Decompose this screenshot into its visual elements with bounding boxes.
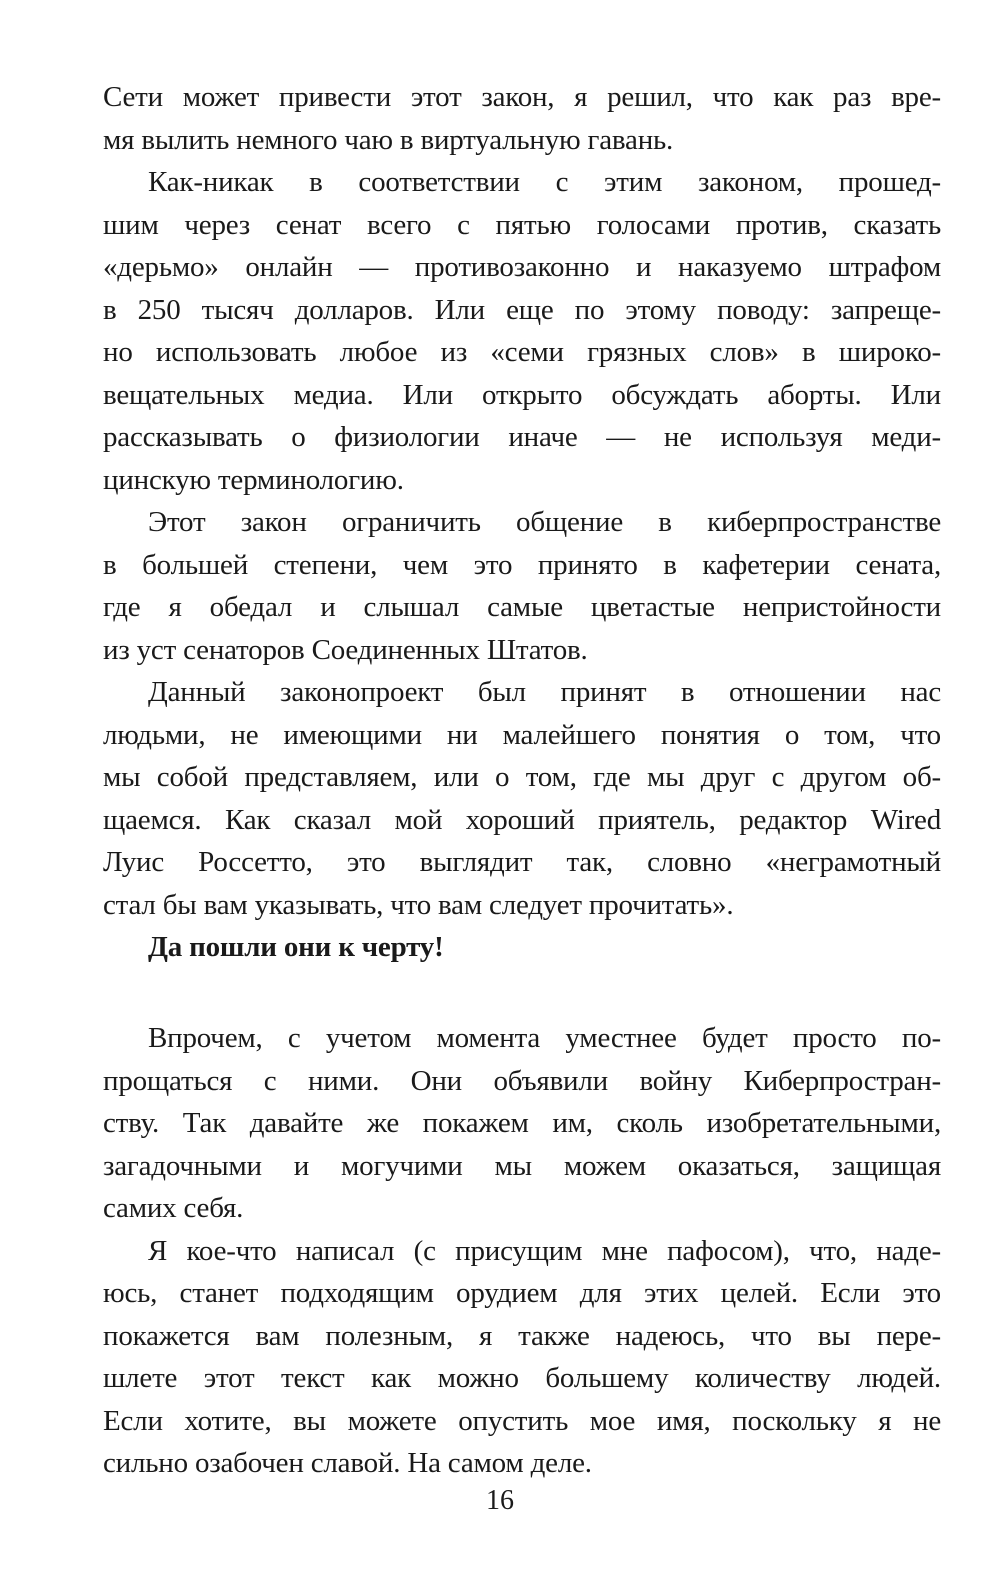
text-line: людьми, не имеющими ни малейшего понятия о том, что xyxy=(103,719,941,751)
text-line: стал бы вам указывать, что вам следует прочитать». xyxy=(103,889,734,921)
text-line: ству. Так давайте же покажем им, сколь изобретательными, xyxy=(103,1107,941,1139)
text-line: рассказывать о физиологии иначе — не используя меди- xyxy=(103,421,941,453)
text-line: самих себя. xyxy=(103,1192,244,1224)
text-line: загадочными и могучими мы можем оказаться, защищая xyxy=(103,1150,941,1182)
paragraph-first-line: Я кое-что написал (с присущим мне пафосом), что, наде- xyxy=(148,1235,941,1267)
paragraph-first-line: Как-никак в соответствии с этим законом, прошед- xyxy=(148,166,941,198)
text-line: мы собой представляем, или о том, где мы друг с другом об- xyxy=(103,761,941,793)
text-line: прощаться с ними. Они объявили войну Киберпростран- xyxy=(103,1065,941,1097)
text-line: в 250 тысяч долларов. Или еще по этому поводу: запреще- xyxy=(103,294,941,326)
paragraph-first-line: Этот закон ограничить общение в киберпространстве xyxy=(148,506,941,538)
text-line: покажется вам полезным, я также надеюсь, что вы пере- xyxy=(103,1320,941,1352)
text-line: Луис Россетто, это выглядит так, словно «неграмотный xyxy=(103,846,941,878)
bold-exclamation: Да пошли они к черту! xyxy=(148,931,444,963)
text-line: шлете этот текст как можно большему количеству людей. xyxy=(103,1362,941,1394)
text-line: но использовать любое из «семи грязных слов» в широко- xyxy=(103,336,941,368)
text-line: из уст сенаторов Соединенных Штатов. xyxy=(103,634,588,666)
text-line: цинскую терминологию. xyxy=(103,464,404,496)
page-number: 16 xyxy=(486,1485,514,1516)
text-line: Если хотите, вы можете опустить мое имя, поскольку я не xyxy=(103,1405,941,1437)
text-line: сильно озабочен славой. На самом деле. xyxy=(103,1447,592,1479)
text-line: вещательных медиа. Или открыто обсуждать аборты. Или xyxy=(103,379,941,411)
text-line: юсь, станет подходящим орудием для этих целей. Если это xyxy=(103,1277,941,1309)
text-line: где я обедал и слышал самые цветастые непристойности xyxy=(103,591,941,623)
paragraph-first-line: Впрочем, с учетом момента уместнее будет просто по- xyxy=(148,1022,941,1054)
text-line: «дерьмо» онлайн — противозаконно и наказуемо штрафом xyxy=(103,251,941,283)
text-line: в большей степени, чем это принято в кафетерии сената, xyxy=(103,549,941,581)
text-line: Сети может привести этот закон, я решил, что как раз вре- xyxy=(103,81,941,113)
text-line: щаемся. Как сказал мой хороший приятель, редактор Wired xyxy=(103,804,941,836)
text-line: мя вылить немного чаю в виртуальную гавань. xyxy=(103,124,674,156)
text-line: шим через сенат всего с пятью голосами против, сказать xyxy=(103,209,941,241)
paragraph-first-line: Данный законопроект был принят в отношении нас xyxy=(148,676,941,708)
